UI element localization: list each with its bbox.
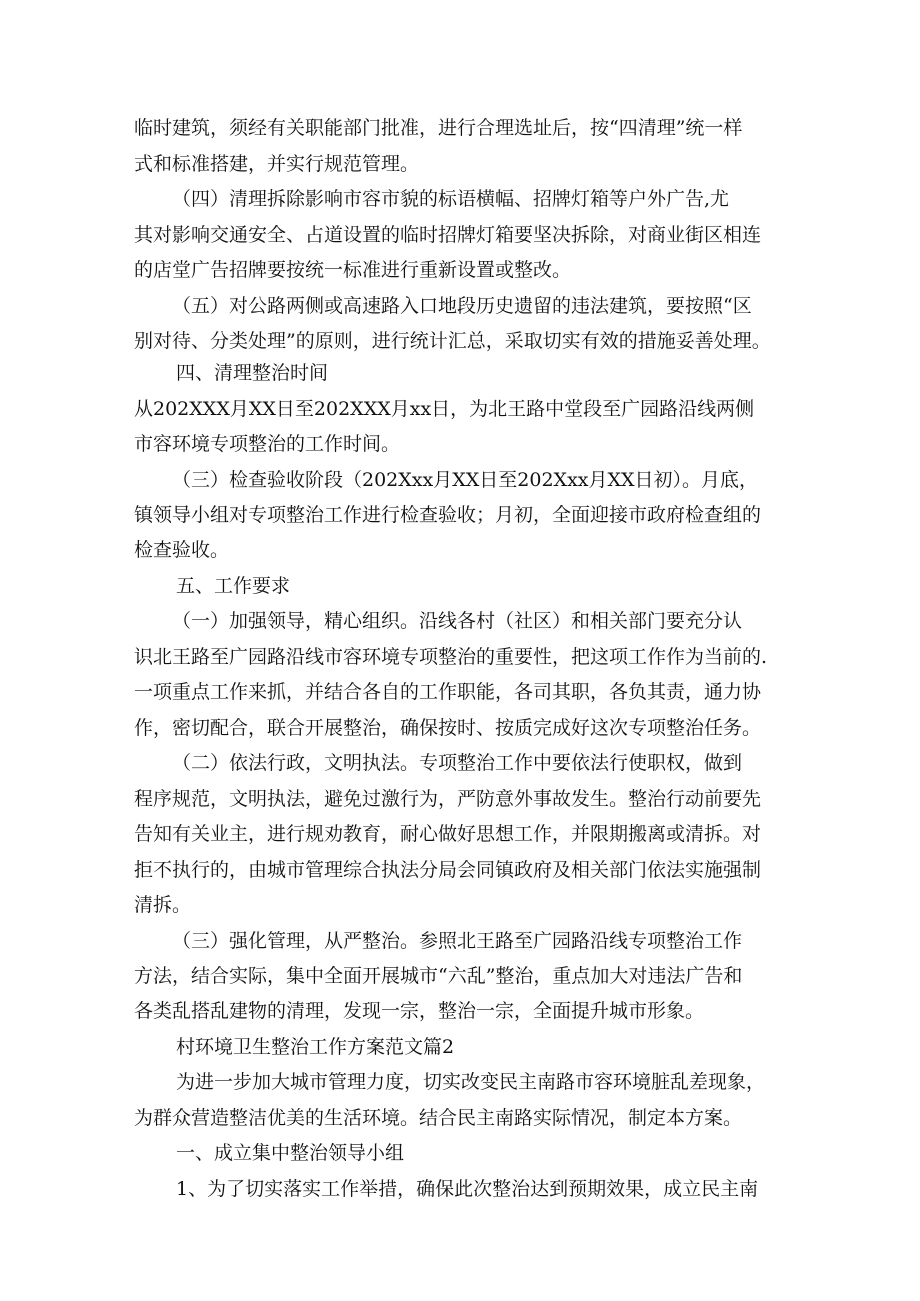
text-line: 市容环境专项整治的工作时间。 [134,433,401,455]
section-heading: 四、清理整治时间 [176,362,329,384]
text-line: 别对待、分类处理”的原则，进行统计汇总，采取切实有效的措施妥善处理。 [134,330,771,352]
text-line: 识北王路至广园路沿线市容环境专项整治的重要性，把这项工作作为当前的. [134,646,768,668]
text-line: 为进一步加大城市管理力度，切实改变民主南路市容环境脏乱差现象， [176,1071,766,1093]
text-line: 告知有关业主，进行规劝教育，耐心做好思想工作，并限期搬离或清拆。对 [134,823,762,845]
text-line: 镇领导小组对专项整治工作进行检查验收；月初，全面迎接市政府检查组的 [134,504,762,526]
text-line: 临时建筑，须经有关职能部门批准，进行合理选址后，按“四清理”统一样 [134,117,743,139]
text-line: 拒不执行的，由城市管理综合执法分局会同镇政府及相关部门依法实施强制 [134,859,762,881]
text-line: （一）加强领导，精心组织。沿线各村（社区）和相关部门要充分认 [172,610,743,632]
text-line: 1、为了切实落实工作举措，确保此次整治达到预期效果，成立民主南 [176,1178,759,1200]
text-line: 各类乱搭乱建物的清理，发现一宗，整治一宗，全面提升城市形象。 [134,1000,705,1022]
text-line: （五）对公路两侧或高速路入口地段历史遗留的违法建筑，要按照“区 [172,295,752,317]
text-line: （二）依法行政，文明执法。专项整治工作中要依法行使职权，做到 [172,752,743,774]
text-line: 作，密切配合，联合开展整治，确保按时、按质完成好这次专项整治任务。 [134,717,762,739]
text-line: 检查验收。 [134,539,230,561]
text-line: （三）检查验收阶段（202Xxx月XX日至202Xxx月XX日初）。月底， [172,469,759,491]
section-heading: 一、成立集中整治领导小组 [176,1142,405,1164]
text-line: （四）清理拆除影响市容市貌的标语横幅、招牌灯箱等户外广告,尤 [172,188,730,210]
text-line: 清拆。 [134,894,192,916]
text-line: 式和标准搭建，并实行规范管理。 [134,153,420,175]
text-line: 一项重点工作来抓，并结合各自的工作职能，各司其职，各负其责，通力协 [134,681,762,703]
text-line: 为群众营造整洁优美的生活环境。结合民主南路实际情况，制定本方案。 [134,1107,743,1129]
section-heading: 五、工作要求 [176,575,291,597]
article-title: 村环境卫生整治工作方案范文篇2 [176,1036,455,1058]
text-line: 的店堂广告招牌要按统一标准进行重新设置或整改。 [134,259,572,281]
text-line: 方法，结合实际，集中全面开展城市“六乱”整治，重点加大对违法广告和 [134,965,743,987]
text-line: 其对影响交通安全、占道设置的临时招牌灯箱要坚决拆除，对商业街区相连 [134,224,762,246]
text-line: 程序规范，文明执法，避免过激行为，严防意外事故发生。整治行动前要先 [134,788,762,810]
text-line: 从202XXX月XX日至202XXX月xx日，为北王路中堂段至广园路沿线两侧 [134,398,755,420]
text-line: （三）强化管理，从严整治。参照北王路至广园路沿线专项整治工作 [172,930,743,952]
